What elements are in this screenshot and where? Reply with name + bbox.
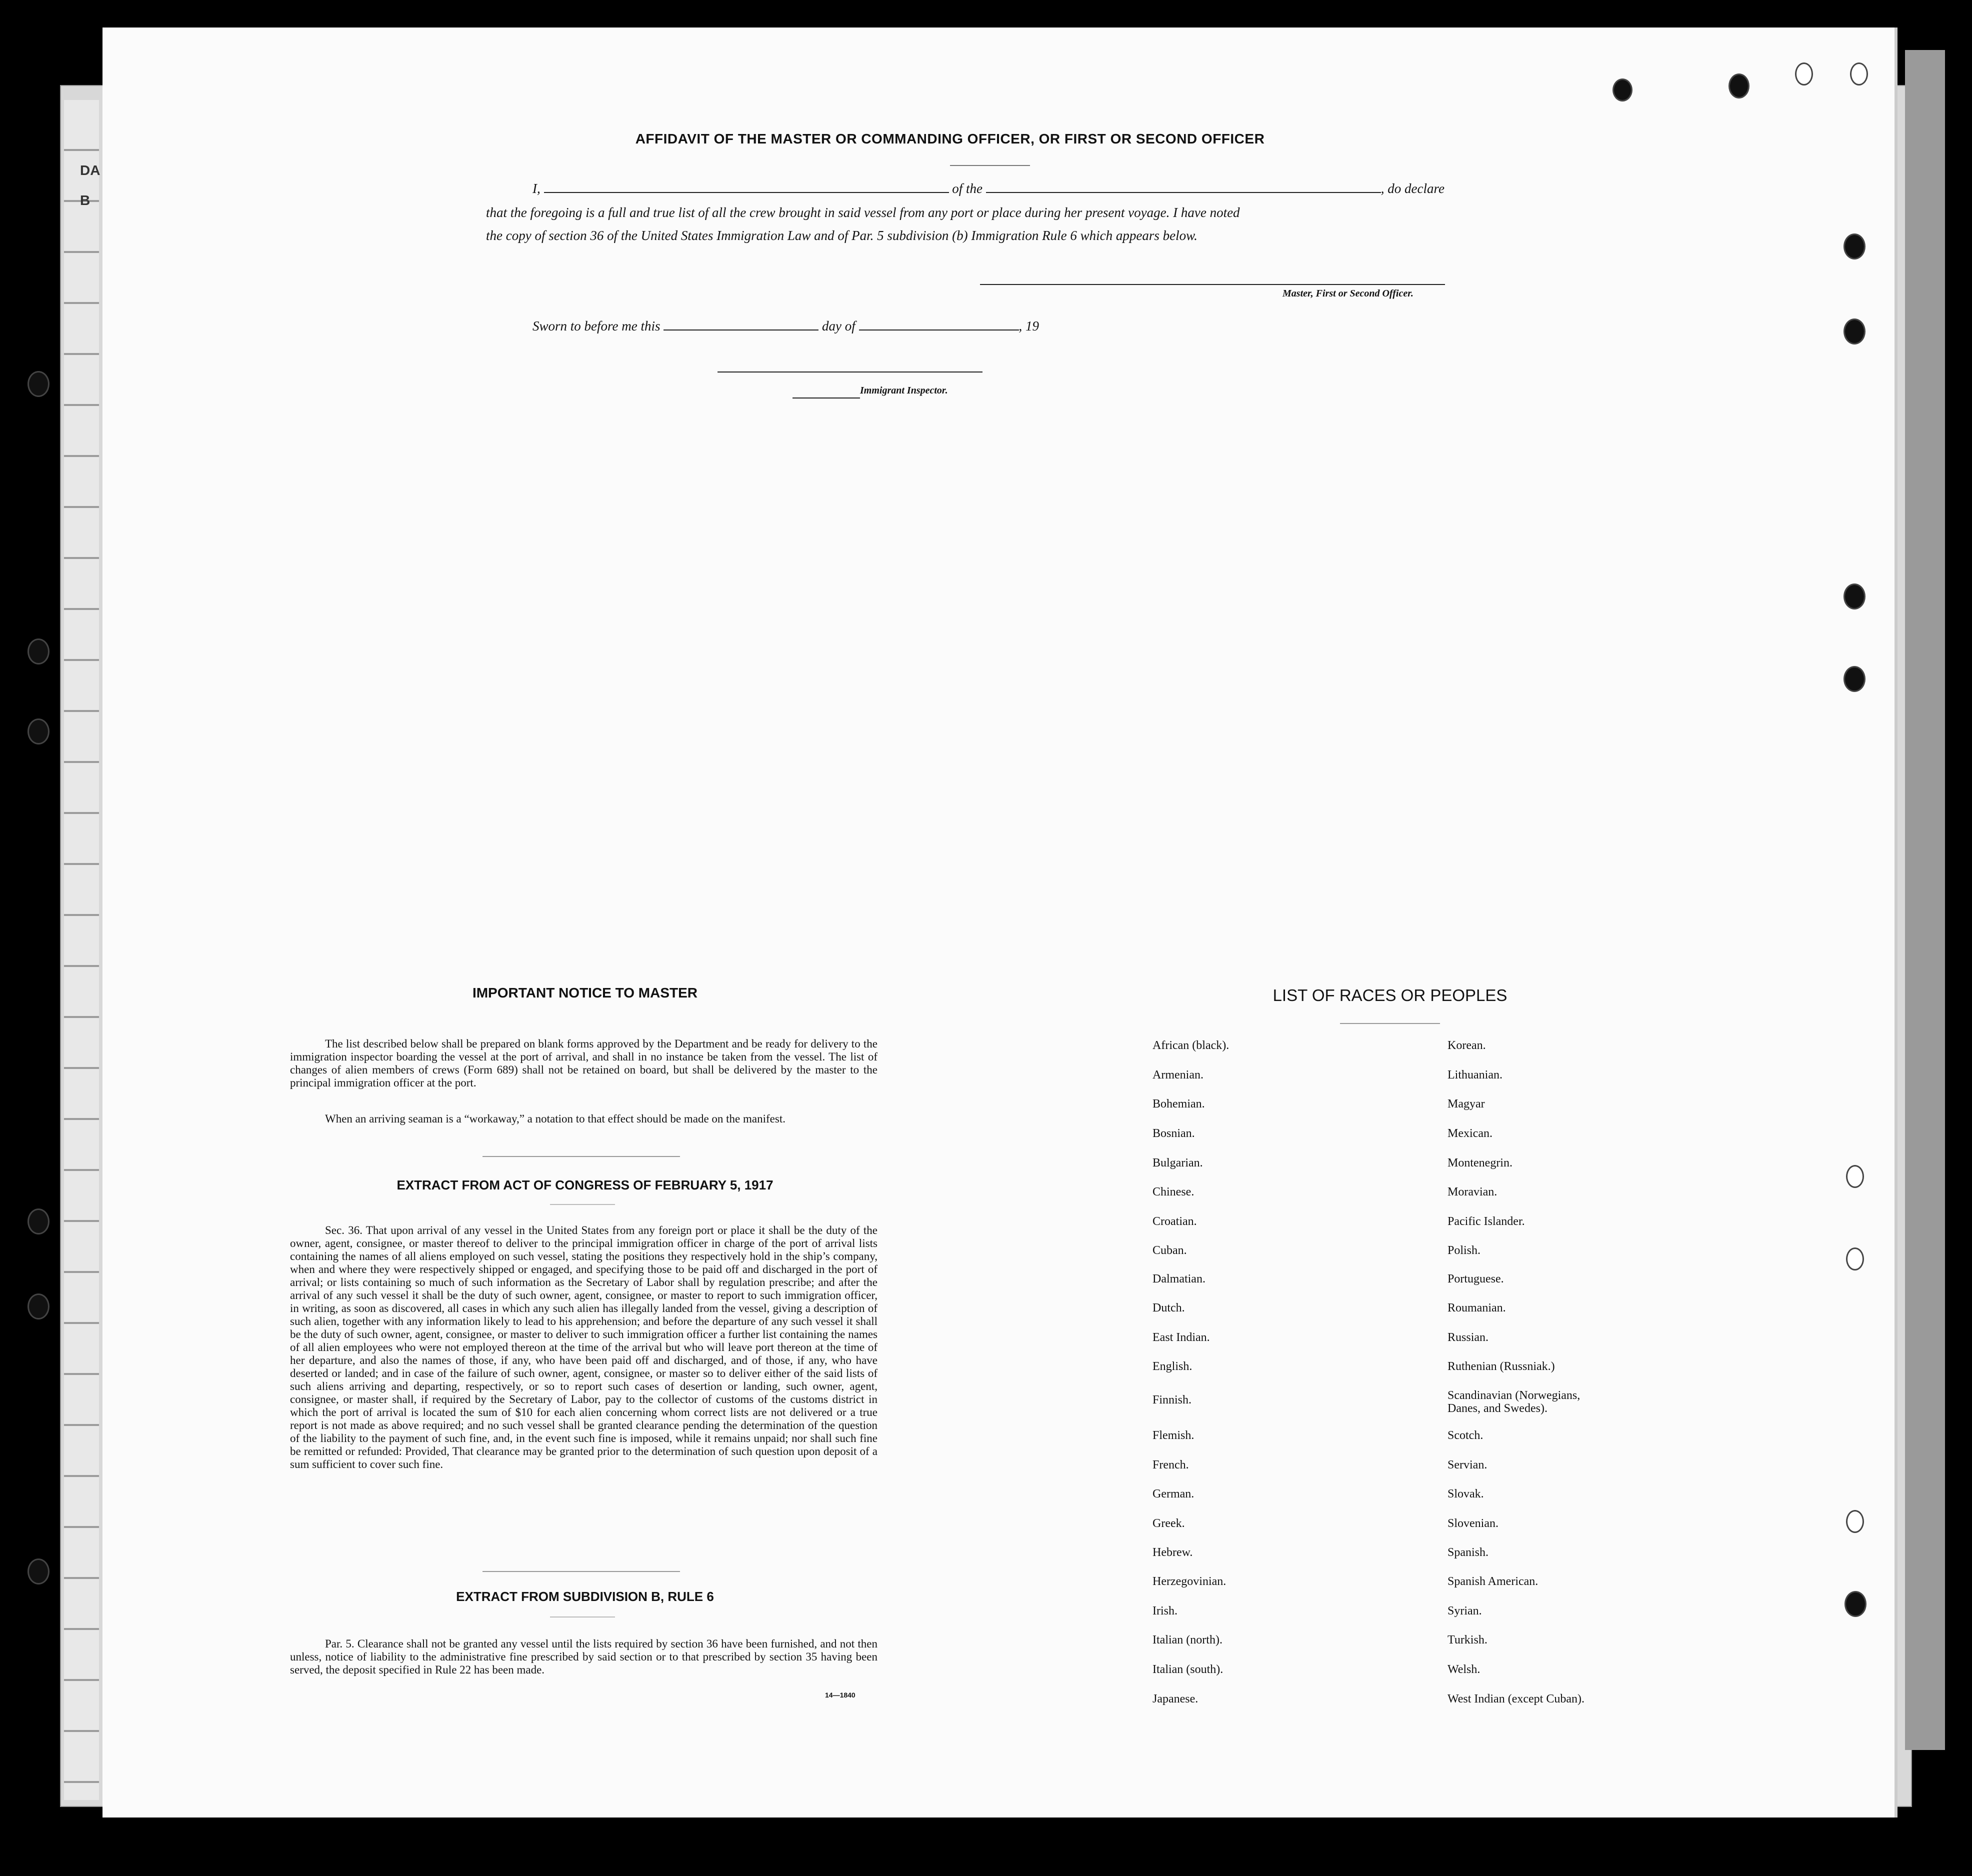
background-sheet-edge — [1905, 50, 1945, 1750]
race-item: Welsh. — [1448, 1663, 1480, 1676]
notice-paragraph-2: When an arriving seaman is a “workaway,” a notation to that effect should be made on the manifest. — [325, 1112, 786, 1125]
punch-hole-icon — [29, 372, 48, 396]
punch-hole-icon — [29, 1295, 48, 1318]
declarant-name-field[interactable] — [544, 182, 949, 193]
race-item: English. — [1152, 1360, 1192, 1373]
race-item: African (black). — [1152, 1039, 1230, 1052]
race-item: Mexican. — [1448, 1127, 1492, 1140]
race-item: Scandinavian (Norwegians, Danes, and Swedes). — [1448, 1389, 1580, 1415]
race-item: Italian (south). — [1152, 1663, 1224, 1676]
race-item: Italian (north). — [1152, 1634, 1222, 1646]
punch-hole-icon — [1845, 320, 1864, 343]
margin-mark-bottom: B — [80, 192, 90, 208]
race-item: Slovenian. — [1448, 1517, 1498, 1530]
punch-hole-icon — [1845, 668, 1864, 690]
race-item: Turkish. — [1448, 1634, 1488, 1646]
race-item: Greek. — [1152, 1517, 1185, 1530]
punch-hole-icon — [29, 720, 48, 743]
title-divider — [950, 165, 1030, 166]
declare-label: , do declare — [1380, 181, 1444, 196]
race-item: Armenian. — [1152, 1068, 1204, 1082]
sworn-day-field[interactable] — [664, 320, 818, 330]
races-title-divider — [1340, 1023, 1440, 1024]
race-item: Hebrew. — [1152, 1546, 1193, 1559]
affidavit-title: AFFIDAVIT OF THE MASTER OR COMMANDING OFFICER, OR FIRST OR SECOND OFFICER — [635, 131, 1265, 146]
race-item: Bulgarian. — [1152, 1156, 1203, 1170]
declarant-prefix: I, — [532, 181, 540, 196]
race-item: Portuguese. — [1448, 1272, 1504, 1286]
sworn-day-of-label: day of — [822, 318, 856, 334]
race-item: Pacific Islander. — [1448, 1215, 1525, 1228]
margin-mark-top: DA — [80, 162, 100, 178]
race-item: German. — [1152, 1488, 1194, 1500]
extract-rule-text: Par. 5. Clearance shall not be granted any vessel until the lists required by section 36 have been furnished, and not then unless, notice of liability to the administrative fine prescribed by said section or to that prescribed by section 35 having been served, the deposit specified in Rule 22 has been made. — [290, 1638, 878, 1676]
punch-hole-icon — [1730, 75, 1748, 97]
race-item: Spanish. — [1448, 1546, 1489, 1559]
section-divider — [550, 1204, 615, 1205]
punch-hole-icon — [1614, 80, 1631, 100]
punch-hole-icon — [1845, 235, 1864, 258]
sworn-year-label: , 19 — [1018, 318, 1039, 334]
punch-hole-icon — [1846, 1510, 1864, 1533]
race-item: West Indian (except Cuban). — [1448, 1692, 1584, 1706]
punch-hole-icon — [29, 640, 48, 663]
notice-paragraph-1: The list described below shall be prepared on blank forms approved by the Department and be ready for delivery to the immigration inspector boarding the vessel at the port of arrival, and shall in no instance be taken from the vessel. The list of changes of alien members of crews (Form 689) shall not be retained on board, but shall be delivered by the master to the principal immigration officer at the port. — [290, 1038, 878, 1089]
declaration-line — [532, 178, 1482, 200]
race-item: Spanish American. — [1448, 1575, 1538, 1588]
race-item: East Indian. — [1152, 1331, 1210, 1344]
race-item: Bohemian. — [1152, 1098, 1205, 1110]
section-divider — [482, 1156, 680, 1157]
punch-hole-icon — [1850, 62, 1868, 86]
race-item: Magyar — [1448, 1098, 1485, 1110]
extract-rule-title: EXTRACT FROM SUBDIVISION B, RULE 6 — [456, 1589, 714, 1604]
of-the-label: of the — [952, 181, 982, 196]
punch-hole-icon — [1795, 62, 1813, 86]
race-item: Finnish. — [1152, 1394, 1192, 1406]
extract-act-title: EXTRACT FROM ACT OF CONGRESS OF FEBRUARY 5, 1917 — [396, 1178, 774, 1192]
race-item: Lithuanian. — [1448, 1068, 1502, 1082]
race-item: Ruthenian (Russniak.) — [1448, 1360, 1555, 1373]
punch-hole-icon — [1846, 1248, 1864, 1270]
race-item: Bosnian. — [1152, 1127, 1195, 1140]
sworn-line — [532, 315, 1232, 337]
vessel-name-field[interactable] — [986, 182, 1381, 193]
race-item: Croatian. — [1152, 1215, 1197, 1228]
sworn-prefix: Sworn to before me this — [532, 318, 660, 334]
race-item: Russian. — [1448, 1331, 1489, 1344]
race-item: Irish. — [1152, 1604, 1178, 1618]
form-number: 14—1840 — [825, 1691, 856, 1699]
punch-hole-icon — [29, 1560, 48, 1583]
section-divider — [550, 1616, 615, 1618]
punch-hole-icon — [1845, 585, 1864, 608]
notice-title: IMPORTANT NOTICE TO MASTER — [472, 985, 698, 1000]
race-item: Dalmatian. — [1152, 1272, 1206, 1286]
race-item: Chinese. — [1152, 1186, 1194, 1198]
race-item: Slovak. — [1448, 1488, 1484, 1500]
race-item: Montenegrin. — [1448, 1156, 1512, 1170]
master-signature-caption: Master, First or Second Officer. — [1282, 288, 1414, 299]
race-item: Herzegovinian. — [1152, 1575, 1226, 1588]
race-item: Flemish. — [1152, 1429, 1194, 1442]
race-item: Japanese. — [1152, 1692, 1198, 1706]
race-item: Roumanian. — [1448, 1302, 1506, 1314]
race-item: Syrian. — [1448, 1604, 1482, 1618]
race-item: Polish. — [1448, 1244, 1481, 1257]
sworn-month-field[interactable] — [859, 320, 1019, 330]
punch-hole-icon — [1846, 1592, 1865, 1616]
declaration-text-3: the copy of section 36 of the United States Immigration Law and of Par. 5 subdivision (b) Immigration Rule 6 which appears below. — [486, 228, 1198, 243]
underlying-ledger-ruling — [64, 100, 99, 1800]
master-signature-field[interactable] — [980, 284, 1445, 285]
races-title: LIST OF RACES OR PEOPLES — [1272, 986, 1508, 1004]
race-item: Dutch. — [1152, 1302, 1185, 1314]
extract-act-text: Sec. 36. That upon arrival of any vessel in the United States from any foreign port or place it shall be the duty of the owner, agent, consignee, or master thereof to deliver to the principal immigration officer in charge of the port of arrival lists containing the names of all aliens employed on such vessel, stating the positions they respectively hold in the ship’s company, when and where they were respectively shipped or engaged, and specifying those to be paid off and discharged in the port of arrival; or lists containing so much of such information as the Secretary of Labor shall by regulation prescribe; and after the arrival of any such vessel it shall be the duty of such owner, agent, consignee, or master to report to such immigration officer, in writing, as soon as discovered, all cases in which any such alien has illegally landed from the vessel, giving a description of such alien, together with any information likely to lead to his apprehension; and before the departure of any such vessel it shall be the duty of such owner, agent, consignee, or master to deliver to such immigration officer a further list containing the names of all alien employees who were not employed thereon at the time of the arrival but who will leave port thereon at the time of her departure, and also the names of those, if any, who have been paid off and discharged, and of those, if any, who have deserted or landed; and in case of the failure of such owner, agent, consignee, or master so to deliver either of the said lists of such aliens arriving and departing, respectively, or so to report such cases of desertion or landing, such owner, agent, consignee, or master shall, if required by the Secretary of Labor, pay to the collector of customs of the customs district in which the port of arrival is located the sum of $10 for each alien concerning whom correct lists are not delivered or a true report is not made as above required; and no such vessel shall be granted clearance pending the determination of the question of the liability to the payment of such fine, and, in the event such fine is imposed, while it remains unpaid; nor shall such fine be remitted or refunded: Provided, That clearance may be granted prior to the determination of such question upon deposit of a sum sufficient to cover such fine. — [290, 1224, 878, 1470]
inspector-signature-caption: Immigrant Inspector. — [860, 385, 948, 396]
punch-hole-icon — [29, 1210, 48, 1233]
race-item: Scotch. — [1448, 1429, 1484, 1442]
section-divider — [482, 1571, 680, 1572]
race-item: Korean. — [1448, 1039, 1486, 1052]
race-item: Servian. — [1448, 1458, 1488, 1472]
race-item: Cuban. — [1152, 1244, 1187, 1257]
declaration-text-2: that the foregoing is a full and true list of all the crew brought in said vessel from any port or place during her present voyage. I have noted — [486, 205, 1240, 220]
form-page — [102, 28, 1898, 1818]
race-item: Moravian. — [1448, 1186, 1498, 1198]
punch-hole-icon — [1846, 1165, 1864, 1188]
race-item: French. — [1152, 1458, 1189, 1472]
